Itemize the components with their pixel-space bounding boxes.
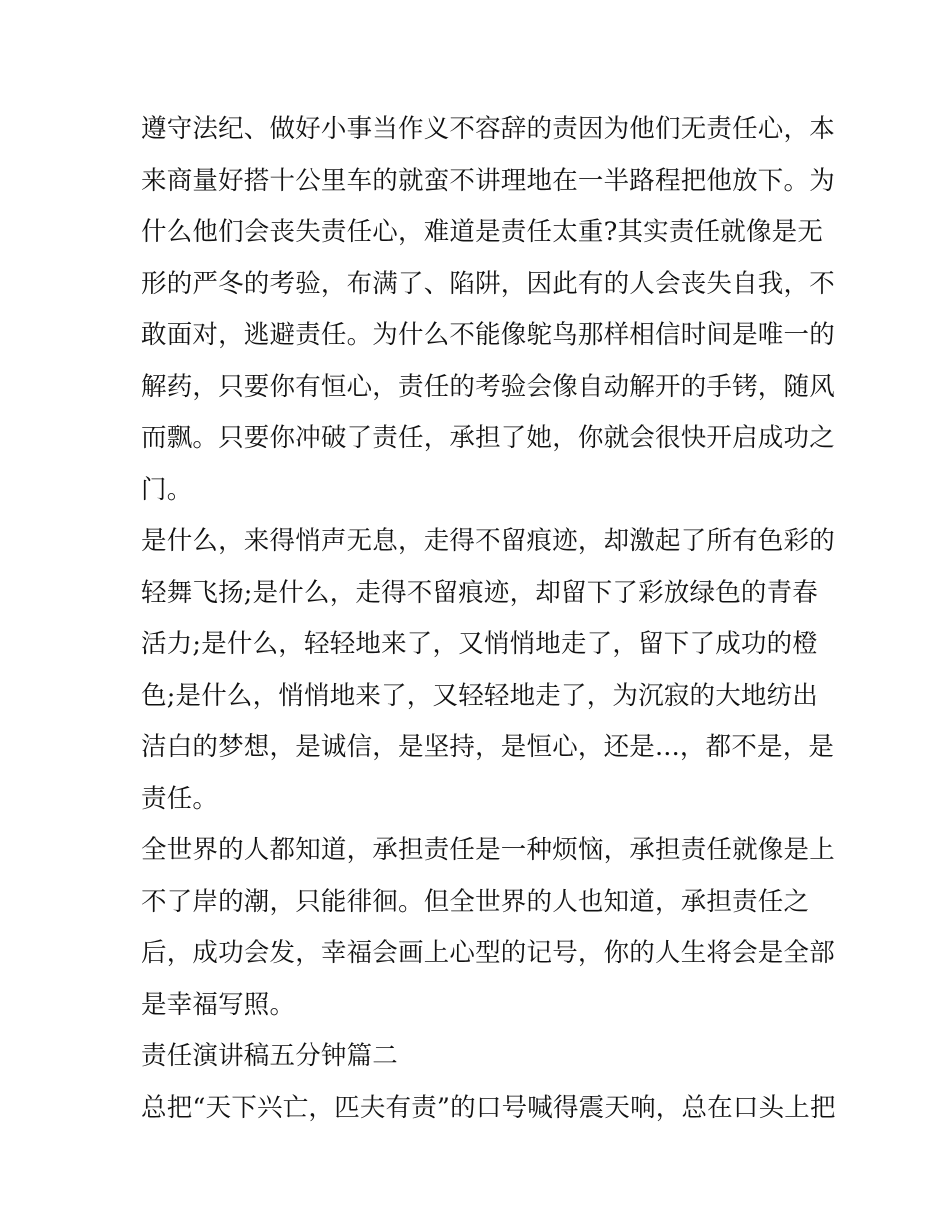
text-line: 是幸福写照。 [141,989,296,1020]
body-text [141,104,836,1134]
text-line: 而飘。只要你冲破了责任，承担了她，你就会很快开启成功之 [141,423,835,453]
text-line: 来商量好搭十公里车的就蛮不讲理地在一半路程把他放下。为 [141,165,835,196]
text-line: 敢面对，逃避责任。为什么不能像鸵鸟那样相信时间是唯一的 [141,320,835,350]
text-line: 形的严冬的考验，布满了、陷阱，因此有的人会丧失自我，不 [141,268,835,299]
text-line: 色;是什么，悄悄地来了，又轻轻地走了，为沉寂的大地纺出 [141,680,818,711]
text-line: 活力;是什么，轻轻地来了，又悄悄地走了，留下了成功的橙 [141,629,818,659]
text-line: 责任。 [141,783,219,814]
section-heading: 责任演讲稿五分钟篇二 [141,1041,399,1071]
text-line: 后，成功会发，幸福会画上心型的记号，你的人生将会是全部 [141,938,835,968]
text-line: 遵守法纪、做好小事当作义不容辞的责因为他们无责任心，本 [141,114,835,144]
text-line: 解药，只要你有恒心，责任的考验会像自动解开的手铐，随风 [141,371,835,402]
text-line: 轻舞飞扬;是什么，走得不留痕迹，却留下了彩放绿色的青春 [141,577,818,608]
text-line: 什么他们会丧失责任心，难道是责任太重?其实责任就像是无 [141,217,824,247]
text-line: 不了岸的潮，只能徘徊。但全世界的人也知道，承担责任之 [141,886,810,917]
text-line: 总把“天下兴亡，匹夫有责”的口号喊得震天响，总在口头上把 [141,1092,836,1123]
text-line: 全世界的人都知道，承担责任是一种烦恼，承担责任就像是上 [141,835,835,865]
text-line: 是什么，来得悄声无息，走得不留痕迹，却激起了所有色彩的 [141,526,835,556]
text-line: 洁白的梦想，是诚信，是坚持，是恒心，还是...，都不是，是 [141,732,835,762]
text-line: 门。 [141,474,193,505]
